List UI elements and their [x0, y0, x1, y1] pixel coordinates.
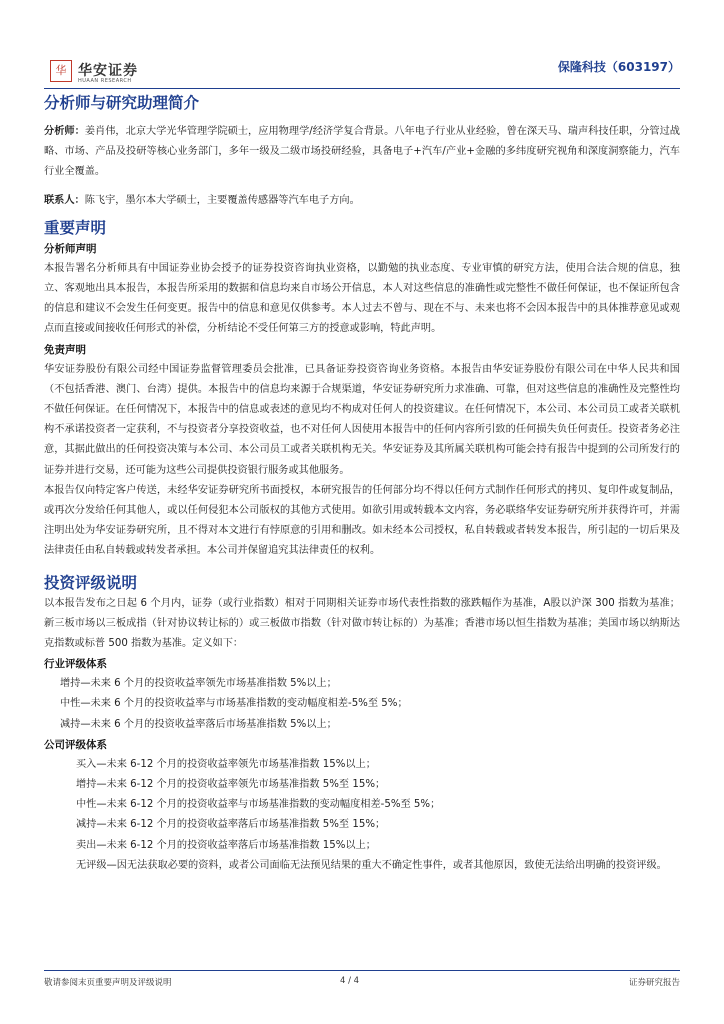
page-header [44, 52, 680, 89]
company-rating-title: 公司评级体系 [44, 738, 107, 751]
company-rating-item: 增持—未来 6-12 个月的投资收益率领先市场基准指数 5%至 15%； [76, 779, 386, 791]
rating-intro: 以本报告发布之日起 6 个月内，证券（或行业指数）相对于同期相关证券市场代表性指数的涨跌幅作为基准，A股以沪深 300 指数为基准；新三板市场以三板成指（针对协议转让标的）或三板做市指数（针对做市转让标的）为基准；香港市场以恒生指数为基准；美国市场以纳斯达克指数或标普 500 指数为基准。定义如下： [44, 597, 680, 650]
disclaimer-text-2: 本报告仅向特定客户传送，未经华安证券研究所书面授权，本研究报告的任何部分均不得以任何方式制作任何形式的拷贝、复印件或复制品，或再次分发给任何其他人，或以任何侵犯本公司版权的其他方式使用。如欲引用或转载本文内容，务必联络华安证券研究所并获得许可，并需注明出处为华安证券研究所，且不得对本文进行有悖原意的引用和删改。如未经本公司授权，私自转载或者转发本报告，所引起的一切后果及法律责任由私自转载或转发者承担。本公司并保留追究其法律责任的权利。 [44, 484, 680, 557]
analyst-paragraph [44, 122, 680, 183]
report-tag: 保隆科技（603197） [557, 60, 680, 74]
disclaimer-title: 免责声明 [44, 343, 86, 356]
disclaimer-text-1: 华安证券股份有限公司经中国证券监督管理委员会批准，已具备证券投资咨询业务资格。本报告由华安证券股份有限公司在中华人民共和国（不包括香港、澳门、台湾）提供。本报告中的信息均来源于合规渠道，华安证券研究所力求准确、可靠，但对这些信息的准确性及完整性均不做任何保证。在任何情况下，本报告中的信息或表述的意见均不构成对任何人的投资建议。在任何情况下，本公司、本公司员工或者关联机构不承诺投资者一定获利，不与投资者分享投资收益，也不对任何人因使用本报告中的任何内容所引致的任何损失负任何责任。投资者务必注意，其据此做出的任何投资决策与本公司、本公司员工或者关联机构无关。华安证券及其所属关联机构可能会持有报告中提到的公司所发行的证券并进行交易，还可能为这些公司提供投资银行服务或其他服务。 [44, 363, 680, 476]
analyst-text: 姜肖伟，北京大学光华管理学院硕士，应用物理学/经济学复合背景。八年电子行业从业经验，曾在深天马、瑞声科技任职，分管过战略、市场、产品及投研等核心业务部门，多年一级及二级市场投研经验，具备电子+汽车/产业+金融的多纬度研究视角和深度洞察能力，汽车行业全覆盖。 [44, 126, 680, 178]
no-rating-item: 无评级—因无法获取必要的资料，或者公司面临无法预见结果的重大不确定性事件，或者其他原因，致使无法给出明确的投资评级。 [76, 859, 667, 871]
company-rating-item: 减持—未来 6-12 个月的投资收益率落后市场基准指数 5%至 15%； [76, 819, 386, 831]
analyst-section-title: 分析师与研究助理简介 [44, 94, 200, 112]
footer-report-type: 证券研究报告 [628, 978, 680, 988]
company-rating-item: 卖出—未来 6-12 个月的投资收益率落后市场基准指数 15%以上； [76, 839, 376, 851]
logo-seal-icon: 华 [50, 60, 72, 82]
report-body [44, 92, 680, 876]
contact-paragraph [44, 191, 680, 211]
page-number: 4 / 4 [340, 976, 360, 986]
logo-name: 华安证券 [78, 63, 138, 79]
industry-rating-item: 中性—未来 6 个月的投资收益率与市场基准指数的变动幅度相差-5%至 5%； [60, 698, 408, 710]
footer-notice: 敬请参阅末页重要声明及评级说明 [44, 978, 172, 988]
analyst-statement-title: 分析师声明 [44, 242, 97, 255]
statement-section-title: 重要声明 [44, 218, 107, 237]
contact-text: 陈飞宇，墨尔本大学硕士，主要覆盖传感器等汽车电子方向。 [84, 194, 360, 206]
page-footer [44, 970, 680, 991]
company-rating-item: 买入—未来 6-12 个月的投资收益率领先市场基准指数 15%以上； [76, 758, 376, 770]
contact-label: 联系人： [44, 194, 85, 206]
company-rating-item: 中性—未来 6-12 个月的投资收益率与市场基准指数的变动幅度相差-5%至 5%； [76, 799, 441, 811]
logo-english: HUAAN RESEARCH [78, 78, 132, 84]
analyst-statement-text: 本报告署名分析师具有中国证券业协会授予的证券投资咨询执业资格，以勤勉的执业态度、专业审慎的研究方法，使用合法合规的信息，独立、客观地出具本报告，本报告所采用的数据和信息均来自市场公开信息，本人对这些信息的准确性或完整性不做任何保证，也不保证所包含的信息和建议不会发生任何变更。报告中的信息和意见仅供参考。本人过去不曾与、现在不与、未来也将不会因本报告中的具体推荐意见或观点而直接或间接收任何形式的补偿，分析结论不受任何第三方的授意或影响，特此声明。 [44, 262, 680, 335]
analyst-label: 分析师： [44, 126, 85, 137]
industry-rating-title: 行业评级体系 [44, 658, 107, 671]
rating-section-title: 投资评级说明 [44, 573, 138, 592]
industry-rating-item: 增持—未来 6 个月的投资收益率领先市场基准指数 5%以上； [60, 678, 337, 690]
industry-rating-item: 减持—未来 6 个月的投资收益率落后市场基准指数 5%以上； [60, 718, 337, 730]
